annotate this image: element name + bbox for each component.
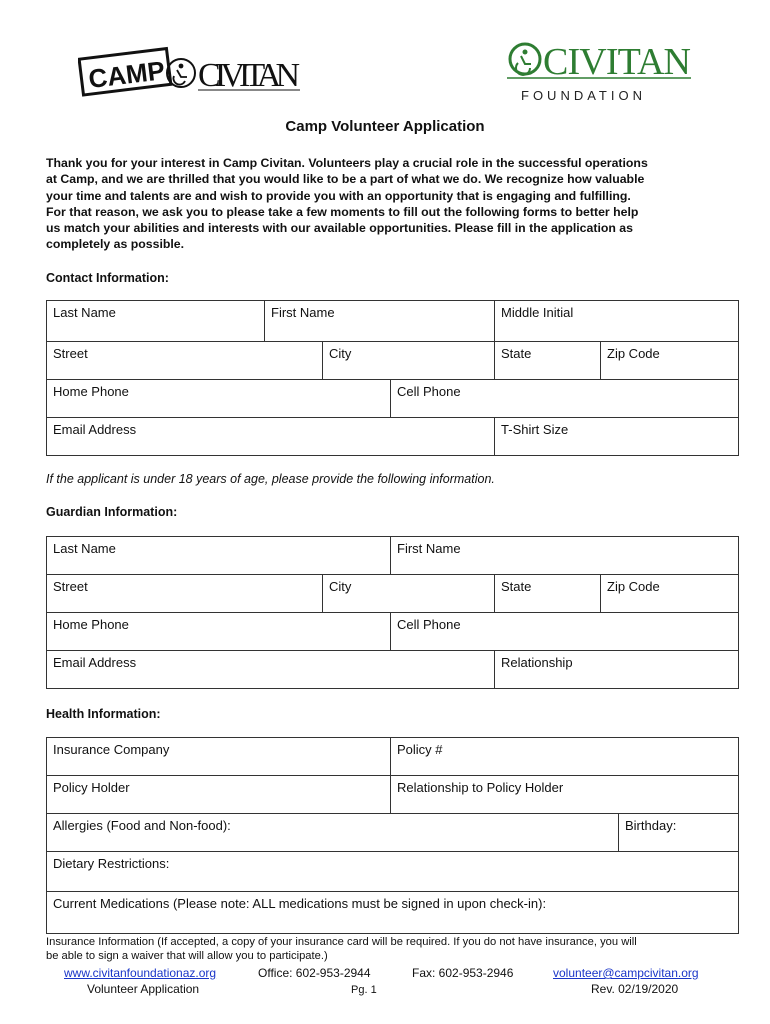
guardian-relationship-label: Relationship: [501, 655, 573, 670]
insurance-note: [46, 935, 736, 963]
guardian-street-field[interactable]: [47, 575, 323, 613]
guardian-first-name-field[interactable]: [391, 537, 739, 575]
intro-line: Thank you for your interest in Camp Civitan. Volunteers play a crucial role in the successful operations: [46, 156, 648, 170]
contact-cell-phone-field[interactable]: [391, 380, 739, 418]
policy-number-field[interactable]: [391, 738, 739, 776]
contact-street-field[interactable]: [47, 342, 323, 380]
foundation-text: FOUNDATION: [521, 88, 646, 103]
civitan-foundation-logo: [505, 34, 695, 104]
guardian-zip-field[interactable]: [601, 575, 739, 613]
intro-line: For that reason, we ask you to please take a few moments to fill out the following forms to better help: [46, 204, 639, 219]
civitan-foundation-text: CIVITAN: [543, 41, 691, 83]
contact-zip-field[interactable]: [601, 342, 739, 380]
guardian-state-label: State: [501, 579, 532, 594]
contact-tshirt-field[interactable]: [495, 418, 739, 456]
guardian-email-label: Email Address: [53, 655, 137, 670]
street-label: Street: [53, 346, 88, 361]
fax-number: Fax: 602-953-2946: [412, 966, 514, 980]
guardian-zip-label: Zip Code: [607, 579, 660, 594]
insurance-company-label: Insurance Company: [53, 742, 170, 757]
insurance-note-line: be able to sign a waiver that will allow you to participate.): [46, 950, 328, 962]
contact-email-field[interactable]: [47, 418, 495, 456]
page-number: Pg. 1: [351, 984, 377, 996]
contact-last-name-field[interactable]: [47, 301, 265, 342]
zip-label: Zip Code: [607, 346, 660, 361]
first-name-label: First Name: [271, 305, 335, 320]
dietary-restrictions-label: Dietary Restrictions:: [53, 856, 170, 871]
email-label: Email Address: [53, 422, 137, 437]
guardian-last-name-field[interactable]: [47, 537, 391, 575]
contact-city-field[interactable]: [323, 342, 495, 380]
office-phone: Office: 602-953-2944: [258, 966, 371, 980]
contact-first-name-field[interactable]: [265, 301, 495, 342]
last-name-label: Last Name: [53, 305, 116, 320]
relationship-holder-label: Relationship to Policy Holder: [397, 780, 564, 795]
page-title: Camp Volunteer Application: [285, 118, 485, 135]
guardian-cell-phone-label: Cell Phone: [397, 617, 461, 632]
insurance-company-field[interactable]: [47, 738, 391, 776]
guardian-cell-phone-field[interactable]: [391, 613, 739, 651]
allergies-label: Allergies (Food and Non-food):: [53, 818, 231, 833]
contact-table: [46, 300, 739, 456]
health-heading: Health Information:: [46, 707, 161, 721]
camp-logo-text: CAMP: [86, 55, 167, 95]
intro-line: completely as possible.: [46, 237, 185, 252]
birthday-label: Birthday:: [625, 818, 677, 833]
guardian-street-label: Street: [53, 579, 88, 594]
guardian-home-phone-field[interactable]: [47, 613, 391, 651]
guardian-heading: Guardian Information:: [46, 505, 178, 519]
current-medications-field[interactable]: [47, 892, 739, 934]
intro-line: your time and talents are and wish to provide you with an opportunity that is engaging and fulfilling.: [46, 188, 631, 203]
allergies-field[interactable]: [47, 814, 619, 852]
cell-phone-label: Cell Phone: [397, 384, 461, 399]
contact-middle-initial-field[interactable]: [495, 301, 739, 342]
policy-holder-label: Policy Holder: [53, 780, 130, 795]
contact-heading: Contact Information:: [46, 271, 169, 285]
tshirt-label: T-Shirt Size: [501, 422, 569, 437]
intro-paragraph: [46, 155, 731, 253]
guardian-state-field[interactable]: [495, 575, 601, 613]
contact-state-field[interactable]: [495, 342, 601, 380]
guardian-home-phone-label: Home Phone: [53, 617, 129, 632]
dietary-restrictions-field[interactable]: [47, 852, 739, 892]
middle-initial-label: Middle Initial: [501, 305, 574, 320]
camp-civitan-logo: [78, 40, 303, 100]
civitan-logo-text: CIVITAN: [198, 57, 300, 94]
guardian-table: [46, 536, 739, 689]
birthday-field[interactable]: [619, 814, 739, 852]
revision-date: Rev. 02/19/2020: [591, 982, 679, 996]
city-label: City: [329, 346, 352, 361]
doc-name: Volunteer Application: [87, 982, 200, 996]
website-link[interactable]: www.civitanfoundationaz.org: [64, 966, 217, 980]
relationship-holder-field[interactable]: [391, 776, 739, 814]
guardian-last-name-label: Last Name: [53, 541, 116, 556]
guardian-city-label: City: [329, 579, 352, 594]
policy-number-label: Policy #: [397, 742, 443, 757]
guardian-first-name-label: First Name: [397, 541, 461, 556]
contact-home-phone-field[interactable]: [47, 380, 391, 418]
health-table: [46, 737, 739, 934]
intro-line: at Camp, and we are thrilled that you would like to be a part of what we do. We recognize how valuable: [46, 172, 645, 187]
home-phone-label: Home Phone: [53, 384, 129, 399]
intro-line: us match your abilities and interests with our available opportunities. Please fill in the application as: [46, 221, 633, 236]
guardian-relationship-field[interactable]: [495, 651, 739, 689]
policy-holder-field[interactable]: [47, 776, 391, 814]
state-label: State: [501, 346, 532, 361]
insurance-note-line: Insurance Information (If accepted, a copy of your insurance card will be required. If you do not have insurance, you will: [46, 936, 637, 948]
current-medications-label: Current Medications (Please note: ALL medications must be signed in upon check-in):: [53, 896, 547, 911]
guardian-email-field[interactable]: [47, 651, 495, 689]
minor-note: If the applicant is under 18 years of age, please provide the following information.: [46, 472, 495, 486]
guardian-city-field[interactable]: [323, 575, 495, 613]
volunteer-email-link[interactable]: volunteer@campcivitan.org: [553, 966, 699, 980]
